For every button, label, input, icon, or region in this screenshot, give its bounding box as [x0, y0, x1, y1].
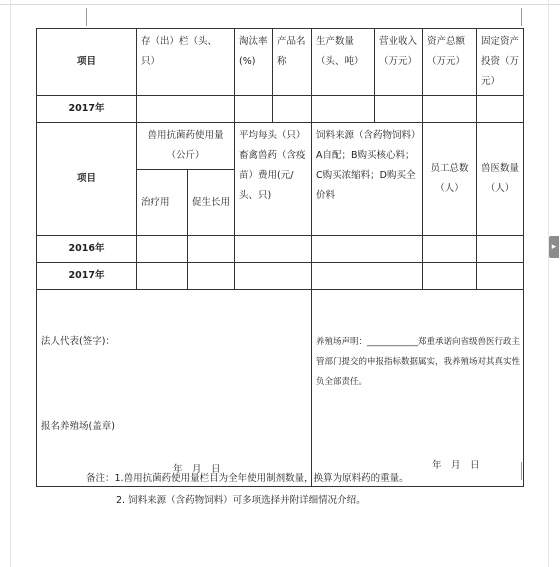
cell-revenue-2017[interactable] [375, 96, 423, 123]
row-2017-second [37, 263, 524, 290]
year-2017-label-2: 2017年 [37, 263, 137, 290]
total-assets-header: 资产总额（万元） [423, 29, 477, 96]
item-header-1: 项目 [37, 29, 137, 96]
page-right-edge [548, 0, 549, 567]
row-2017-first [37, 96, 524, 123]
product-name-header: 产品名称 [273, 29, 312, 96]
row-2016 [37, 236, 524, 263]
feed-source-title: 饲料来源（含药物饲料） [316, 130, 421, 141]
revenue-header: 营业收入（万元） [375, 29, 423, 96]
cell-assets-2017[interactable] [423, 96, 477, 123]
output-header: 生产数量（头、吨） [312, 29, 375, 96]
crop-mark-top-right [521, 8, 522, 26]
cull-rate-header: 淘汰率(%) [235, 29, 273, 96]
cell-treatment-2017[interactable] [137, 263, 188, 290]
cell-feed-2017[interactable] [312, 263, 423, 290]
vet-count-header: 兽医数量（人） [477, 123, 524, 236]
cell-cost-2016[interactable] [235, 236, 312, 263]
growth-promotion-header: 促生长用 [188, 170, 235, 236]
treatment-use-header: 治疗用 [137, 170, 188, 236]
scroll-handle-icon[interactable]: ▸ [549, 236, 559, 258]
cell-growth-2017[interactable] [188, 263, 235, 290]
cell-stock-2017[interactable] [137, 96, 235, 123]
cell-cost-2017[interactable] [235, 263, 312, 290]
cell-staff-2016[interactable] [423, 236, 477, 263]
cell-product-2017[interactable] [273, 96, 312, 123]
antibiotic-usage-header: 兽用抗菌药使用量（公斤） [137, 123, 235, 170]
feed-source-header [312, 123, 423, 236]
staff-total-header: 员工总数（人） [423, 123, 477, 236]
cell-cull-2017[interactable] [235, 96, 273, 123]
header-row-1 [37, 29, 524, 96]
feed-source-options: A自配；B购买核心料；C购买浓缩料；D购买全价料 [316, 150, 416, 201]
cell-output-2017[interactable] [312, 96, 375, 123]
farm-statement-text: 养殖场声明：____________郑重承诺向省级兽医行政主管部门提交的申报指标数据属实，我养殖场对其真实性负全部责任。 [316, 337, 521, 387]
farm-statement-cell[interactable] [312, 290, 524, 487]
item-header-2: 项目 [37, 123, 137, 236]
stock-header: 存（出）栏（头、只） [137, 29, 235, 96]
cell-invest-2017[interactable] [477, 96, 524, 123]
farm-stamp-label: 报名养殖场(盖章) [41, 421, 115, 432]
note-1: 备注：1.兽用抗菌药使用量栏目为全年使用制剂数量，换算为原料药的重量。 [86, 473, 409, 484]
legal-signature-cell[interactable] [37, 290, 312, 487]
fixed-investment-header: 固定资产投资（万元） [477, 29, 524, 96]
legal-representative-label: 法人代表(签字)： [41, 336, 115, 347]
year-2016-label: 2016年 [37, 236, 137, 263]
cell-growth-2016[interactable] [188, 236, 235, 263]
page-top-edge [0, 4, 560, 5]
cell-feed-2016[interactable] [312, 236, 423, 263]
note-2: 2. 饲料来源（含药物饲料）可多项选择并附详细情况介绍。 [116, 495, 366, 506]
avg-vet-drug-cost-header: 平均每头（只）畜禽兽药（含疫苗）费用(元/头、只) [235, 123, 312, 236]
cell-staff-2017[interactable] [423, 263, 477, 290]
crop-mark-top-left [86, 8, 87, 26]
application-form-table [36, 28, 524, 487]
cell-vets-2016[interactable] [477, 236, 524, 263]
year-2017-label: 2017年 [37, 96, 137, 123]
cell-treatment-2016[interactable] [137, 236, 188, 263]
date-right: 年 月 日 [432, 460, 480, 471]
header-row-2 [37, 123, 524, 170]
cell-vets-2017[interactable] [477, 263, 524, 290]
page-left-edge [10, 0, 11, 567]
signature-row [37, 290, 524, 487]
date-left: 年 月 日 [173, 464, 221, 475]
